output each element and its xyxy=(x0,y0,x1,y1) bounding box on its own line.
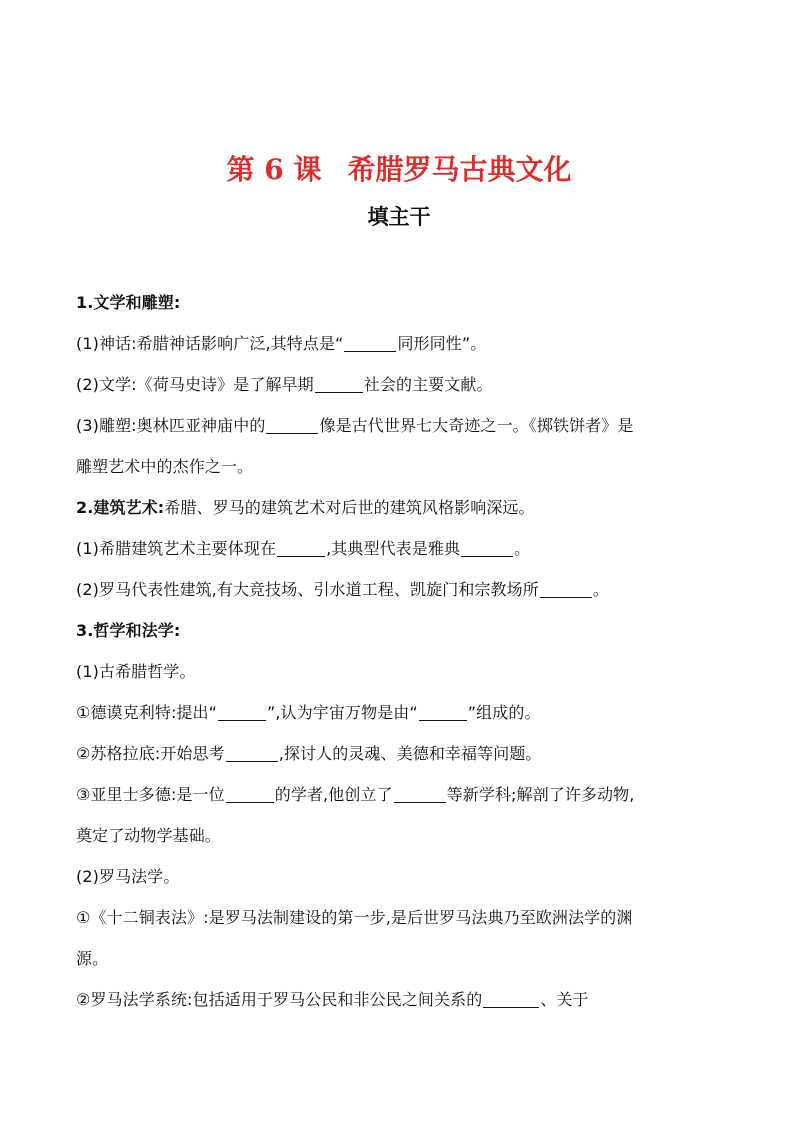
worksheet-content xyxy=(76,282,722,1020)
section-2-heading-line: 2.建筑艺术:希腊、罗马的建筑艺术对后世的建筑风格影响深远。 xyxy=(76,498,535,517)
section-3-part-2: (2)罗马法学。 xyxy=(76,867,180,886)
section-2-item-2: (2)罗马代表性建筑,有大竞技场、引水道工程、凯旋门和宗教场所 。 xyxy=(76,580,609,599)
page-title xyxy=(76,150,722,190)
section-1-heading: 1.文学和雕塑: xyxy=(76,293,181,312)
section-3-heading: 3.哲学和法学: xyxy=(76,621,181,640)
section-1-item-3-cont: 雕塑艺术中的杰作之一。 xyxy=(76,457,254,476)
section-3-item-b1: ①《十二铜表法》:是罗马法制建设的第一步,是后世罗马法典乃至欧洲法学的渊 xyxy=(76,908,633,927)
answer-blank[interactable] xyxy=(218,702,266,721)
answer-blank[interactable] xyxy=(344,333,396,352)
title-lesson-number: 6 xyxy=(264,153,284,186)
page-subtitle: 填主干 xyxy=(367,205,431,229)
answer-blank[interactable] xyxy=(419,702,467,721)
section-3-part-1: (1)古希腊哲学。 xyxy=(76,662,196,681)
answer-blank[interactable] xyxy=(315,374,363,393)
title-lesson-word: 课 xyxy=(293,153,322,186)
section-1-item-1: (1)神话:希腊神话影响广泛,其特点是“ 同形同性”。 xyxy=(76,334,487,353)
section-3-item-b2: ②罗马法学系统:包括适用于罗马公民和非公民之间关系的 、关于 xyxy=(76,990,589,1009)
section-3-item-a1: ①德谟克利特:提出“ ”,认为宇宙万物是由“ ”组成的。 xyxy=(76,703,541,722)
section-1-item-3: (3)雕塑:奥林匹亚神庙中的 像是古代世界七大奇迹之一。《掷铁饼者》是 xyxy=(76,416,634,435)
answer-blank[interactable] xyxy=(226,784,274,803)
answer-blank[interactable] xyxy=(461,538,513,557)
answer-blank[interactable] xyxy=(226,743,278,762)
answer-blank[interactable] xyxy=(483,989,539,1008)
answer-blank[interactable] xyxy=(266,415,318,434)
section-2-item-1: (1)希腊建筑艺术主要体现在 ,其典型代表是雅典 。 xyxy=(76,539,531,558)
section-3-item-a3-cont: 奠定了动物学基础。 xyxy=(76,826,221,845)
answer-blank[interactable] xyxy=(277,538,325,557)
section-3-item-a3: ③亚里士多德:是一位 的学者,他创立了 等新学科;解剖了许多动物, xyxy=(76,785,635,804)
section-1-item-2: (2)文学:《荷马史诗》是了解早期 社会的主要文献。 xyxy=(76,375,493,394)
answer-blank[interactable] xyxy=(394,784,446,803)
title-main: 希腊罗马古典文化 xyxy=(347,153,572,186)
section-2-heading: 2.建筑艺术: xyxy=(76,498,165,517)
answer-blank[interactable] xyxy=(540,579,592,598)
section-3-item-a2: ②苏格拉底:开始思考 ,探讨人的灵魂、美德和幸福等问题。 xyxy=(76,744,542,763)
title-prefix: 第 xyxy=(226,153,255,186)
section-3-item-b1-cont: 源。 xyxy=(76,949,109,968)
